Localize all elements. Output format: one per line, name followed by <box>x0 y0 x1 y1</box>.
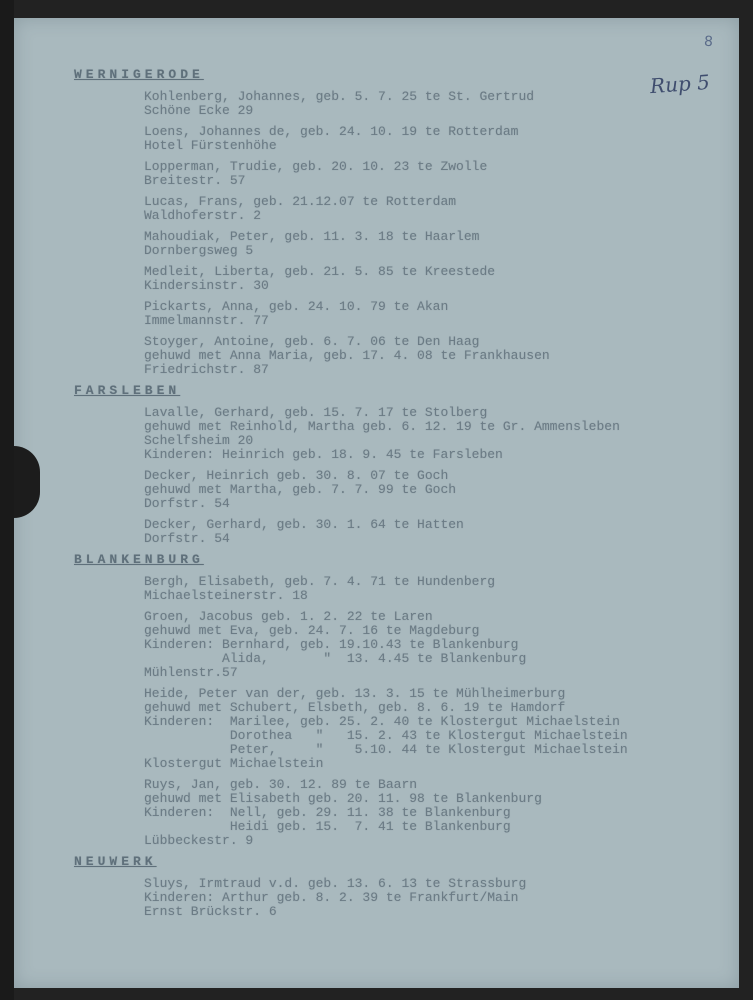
town-heading: NEUWERK <box>74 854 157 869</box>
entry-line: Kinderen: Marilee, geb. 25. 2. 40 te Klostergut Michaelstein <box>144 714 620 729</box>
entry-line: Medleit, Liberta, geb. 21. 5. 85 te Kreestede <box>144 264 496 279</box>
entry-line: Peter, " 5.10. 44 te Klostergut Michaelstein <box>144 742 628 757</box>
person-entry <box>144 195 714 223</box>
entry-line: Waldhoferstr. 2 <box>144 208 262 223</box>
entry-line: Heidi geb. 15. 7. 41 te Blankenburg <box>144 819 511 834</box>
document-body <box>74 62 714 926</box>
entry-line: Kinderen: Heinrich geb. 18. 9. 45 te Farsleben <box>144 447 503 462</box>
entry-line: gehuwd met Schubert, Elsbeth, geb. 8. 6. 19 te Hamdorf <box>144 700 566 715</box>
entry-line: Sluys, Irmtraud v.d. geb. 13. 6. 13 te Strassburg <box>144 876 527 891</box>
entry-line: Immelmannstr. 77 <box>144 313 269 328</box>
entry-line: Hotel Fürstenhöhe <box>144 138 277 153</box>
entry-line: Alida, " 13. 4.45 te Blankenburg <box>144 651 527 666</box>
person-entry <box>144 687 714 771</box>
entry-line: gehuwd met Martha, geb. 7. 7. 99 te Goch <box>144 482 457 497</box>
person-entry <box>144 518 714 546</box>
entry-line: Ruys, Jan, geb. 30. 12. 89 te Baarn <box>144 777 418 792</box>
entry-line: Michaelsteinerstr. 18 <box>144 588 308 603</box>
entry-line: Loens, Johannes de, geb. 24. 10. 19 te Rotterdam <box>144 124 519 139</box>
person-entry <box>144 877 714 919</box>
town-heading: WERNIGERODE <box>74 67 204 82</box>
entry-line: Schelfsheim 20 <box>144 433 254 448</box>
entry-line: Dornbergsweg 5 <box>144 243 254 258</box>
entry-line: Heide, Peter van der, geb. 13. 3. 15 te Mühlheimerburg <box>144 686 566 701</box>
entry-line: Lübbeckestr. 9 <box>144 833 254 848</box>
person-entry <box>144 778 714 848</box>
entry-line: Breitestr. 57 <box>144 173 246 188</box>
entry-line: Klostergut Michaelstein <box>144 756 324 771</box>
person-entry <box>144 300 714 328</box>
entry-line: Pickarts, Anna, geb. 24. 10. 79 te Akan <box>144 299 449 314</box>
person-entry <box>144 265 714 293</box>
entry-line: Schöne Ecke 29 <box>144 103 254 118</box>
person-entry <box>144 469 714 511</box>
page-number: 8 <box>703 33 714 51</box>
entry-line: Dorfstr. 54 <box>144 531 230 546</box>
entry-line: Lopperman, Trudie, geb. 20. 10. 23 te Zwolle <box>144 159 488 174</box>
entry-line: gehuwd met Eva, geb. 24. 7. 16 te Magdeburg <box>144 623 480 638</box>
entry-line: Kindersinstr. 30 <box>144 278 269 293</box>
entry-line: Groen, Jacobus geb. 1. 2. 22 te Laren <box>144 609 433 624</box>
entry-line: gehuwd met Anna Maria, geb. 17. 4. 08 te Frankhausen <box>144 348 550 363</box>
entry-line: gehuwd met Reinhold, Martha geb. 6. 12. 19 te Gr. Ammensleben <box>144 419 620 434</box>
scan-background <box>0 0 14 1000</box>
entry-line: Stoyger, Antoine, geb. 6. 7. 06 te Den Haag <box>144 334 480 349</box>
entry-line: Mahoudiak, Peter, geb. 11. 3. 18 te Haarlem <box>144 229 480 244</box>
town-heading: FARSLEBEN <box>74 383 181 398</box>
entry-line: Dorfstr. 54 <box>144 496 230 511</box>
entry-line: gehuwd met Elisabeth geb. 20. 11. 98 te Blankenburg <box>144 791 542 806</box>
entry-line: Decker, Gerhard, geb. 30. 1. 64 te Hatten <box>144 517 464 532</box>
handwritten-annotation: Rup 5 <box>649 69 711 99</box>
person-entry <box>144 335 714 377</box>
entry-line: Friedrichstr. 87 <box>144 362 269 377</box>
person-entry <box>144 406 714 462</box>
person-entry <box>144 90 714 118</box>
person-entry <box>144 230 714 258</box>
person-entry <box>144 575 714 603</box>
entry-line: Lucas, Frans, geb. 21.12.07 te Rotterdam <box>144 194 457 209</box>
entry-line: Kinderen: Nell, geb. 29. 11. 38 te Blankenburg <box>144 805 511 820</box>
entry-line: Mühlenstr.57 <box>144 665 238 680</box>
entry-line: Decker, Heinrich geb. 30. 8. 07 te Goch <box>144 468 449 483</box>
person-entry <box>144 160 714 188</box>
entry-line: Bergh, Elisabeth, geb. 7. 4. 71 te Hundenberg <box>144 574 496 589</box>
town-heading: BLANKENBURG <box>74 552 204 567</box>
person-entry <box>144 610 714 680</box>
person-entry <box>144 125 714 153</box>
entry-line: Kinderen: Arthur geb. 8. 2. 39 te Frankfurt/Main <box>144 890 519 905</box>
entry-line: Kinderen: Bernhard, geb. 19.10.43 te Blankenburg <box>144 637 519 652</box>
entry-line: Dorothea " 15. 2. 43 te Klostergut Michaelstein <box>144 728 628 743</box>
entry-line: Ernst Brückstr. 6 <box>144 904 277 919</box>
entry-line: Kohlenberg, Johannes, geb. 5. 7. 25 te St. Gertrud <box>144 89 535 104</box>
entry-line: Lavalle, Gerhard, geb. 15. 7. 17 te Stolberg <box>144 405 488 420</box>
